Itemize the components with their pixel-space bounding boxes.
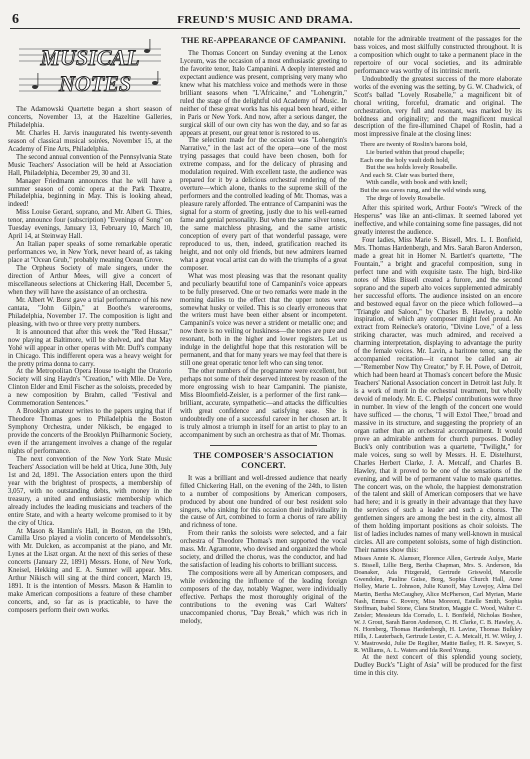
article-paragraph: The Thomas Concert on Sunday evening at the Lenox Lyceum, was the occasion of a most enthusiastic greeting to the favorite tenor, Italo Campanini. A deeply interested and expectant audience was present, comprising very many who knew what his matchless voice and methods were in those brilliant seasons when "L'Africaine," and "Lohengrin," ruled the stage of the delightful old Academy of Music. In neither of these great works has his equal been heard, either in Paris or New York. And now, after a serious danger, the surgical skill of our own city has won the day, and so far as appears at present, our great tenor is restored to us.: [180, 50, 347, 137]
news-paragraph: Mr. Albert W. Borst gave a trial performance of his new cantata, "John Gilpin," at Boothe's warerooms, Philadelphia, November 17. The composition is light and pleasing, with two or three very pretty numbers.: [8, 296, 172, 328]
page-number: 6: [12, 12, 19, 27]
news-paragraph: An Italian paper speaks of some remarkable operatic performances we, in New York, never heard of, as taking place at "Ocean Grub," probably meaning Ocean Grove.: [8, 241, 172, 265]
article-paragraph: The other numbers of the programme were excellent, but perhaps not some of their deserved interest by reason of the more engrossing wish to hear Campanini. The pianiste, Miss Bloomfield-Zeisler, is a performer of the first rank—brilliant, accurate, sympathetic—and attacks the difficulties with great confidence and satisfying ease. She is undoubtedly one of a successful career in her chosen art. It is truly almost a triumph in itself for an artist to play to an accompaniment by such an orchestra as that of Mr. Thomas.: [180, 368, 347, 439]
article-title-composers-concert: THE COMPOSER'S ASSOCIATION CONCERT.: [193, 450, 334, 470]
column-1: [8, 36, 172, 752]
verse-line: There are twenty of Roslin's barons bold,: [360, 141, 468, 149]
svg-text:NOTES: NOTES: [58, 71, 132, 96]
article-paragraph: From their ranks the soloists were selected, and a fair orchestra of Theodore Thomas's men supported the vocal mass. Mr. Agramonte, who devised and organized the whole society, and drilled the chorus, was the conductor, and had the satisfaction of leading his cohorts to brilliant success.: [180, 530, 347, 570]
verse-line: And each St. Clair was buried there,: [360, 171, 455, 179]
news-paragraph: The Orpheus Society of male singers, under the direction of Arthur Mees, will give a concert of miscellaneous selections at Chickering Hall, December 5, when they will have the assistance of an orchestra.: [8, 265, 172, 296]
svg-text:MUSICAL: MUSICAL: [40, 45, 140, 70]
news-paragraph: Mr. Charles H. Jarvis inaugurated his twenty-seventh season of classical musical soirées, November 15, at the Academy of Fine Arts, Philadelphia.: [8, 129, 172, 153]
article-paragraph: The compositions were all by American composers, and while evidencing the influence of the leading foreign composers of the day, notably Wagner, were individually effective. Perhaps the most thoroughly original of the contributions to the evening was Carl Walters' unaccompanied chorus, "Day Break," which was rich in melody,: [180, 570, 347, 625]
verse-line: The dirge of lovely Rosabelle.: [366, 194, 445, 202]
section-divider: [210, 445, 317, 446]
verse-line: Each one the holy vault doth hold,: [360, 156, 450, 164]
article-paragraph: notable for the admirable treatment of the passages for the bass voices, and most skilfully constructed throughout. It is a composition which ought to take a permanent place in the repertoire of our vocal societies, and its admirable performance was worthy of its intrinsic merit.: [354, 36, 522, 75]
verse-line: Lie buried within that proud chapelle;: [366, 148, 465, 156]
poem-verse: [360, 141, 522, 202]
news-paragraph: The Adamowski Quartette began a short season of concerts, November 13, at the Hazeltine Galleries, Philadelphia.: [8, 106, 172, 129]
news-paragraph: It is announced that after this week the "Red Hussar," now playing at Baltimore, will be shelved, and that May Yohé will appear in other operas with Mr. Duff's company in Chicago. This indifferent opera was a heavy weight for the pretty prima donna to carry.: [8, 328, 172, 368]
verse-line: With candle, with book and with knell;: [366, 179, 468, 187]
page-header: [10, 14, 520, 29]
article-paragraph: Undoubtedly the greatest success of the more elaborate works of the evening was the setting, by G. W. Chadwick, of Scott's ballad "Lovely Rosabelle," a magnificent bit of choral writing, forceful, dramatic and original. The orchestration, very full and resonant, was marked by its boldness and originality; and the magnificent musical description of the fire-illumined Chapel of Roslin, had a most impressive finale at the closing lines:: [354, 75, 522, 139]
article-paragraph: The selection made for the occasion was "Lohengrin's Narrative," in the last act of the opera—one of the most trying passages that could have been chosen, both for extreme compass, and for the delicacy of phrasing and modulation required. With excellent taste, the audience was prepared for it by a delicious orchestral rendering of the overture—which alone, thanks to the supreme skill of the performers and the controlled leading of Mr. Thomas, was a pleasure rarely afforded. The entrance of Campanini was the signal for a storm of greeting, justly due to his well-earned fame and genial personality. But when the same silver tones, the same matchless phrasing, and the same artistic conception of every part of that wonderful passage, were reproduced to us, then, indeed, gratification reached its height, and not only old friends, but new admirers learned what a great vocal artist can do with the triumphs of a great composer.: [180, 137, 347, 272]
musical-notes-logo-art: [15, 37, 165, 101]
news-paragraph: A Brooklyn amateur writes to the papers urging that if Theodore Thomas goes to Philadelphia the Boston Symphony Orchestra, under Nikisch, be engaged to provide the concerts of the Brooklyn Philharmonic Society, even if the arrangement involves a change of the regular nights of performance.: [8, 408, 172, 455]
news-paragraph: The next convention of the New York State Music Teachers' Association will be held at Utica, June 30th, July 1st and 2d, 1891. The Association enters upon the third year with the brightest of prospects, a membership of 3,057, with no outstanding debts, with money in the treasury, a united and enthusiastic membership which already includes the leading musicians and teachers of the entire State, and with a hearty welcome promised to it by the city of Utica.: [8, 455, 172, 527]
article-paragraph: After this spirited work, Arthur Foote's "Wreck of the Hesperus" was like an anti-climax. It seemed labored yet ineffective, and while containing some fine passages, did not greatly interest the audience.: [354, 205, 522, 236]
article-title-campanini: THE RE-APPEARANCE OF CAMPANINI.: [181, 36, 346, 45]
musical-notes-logo: [8, 36, 172, 102]
news-paragraph: Manager Friedmann announces that he will have a summer season of comic opera at the Park Theatre, Philadelphia, beginning in May. This is looking ahead, indeed!: [8, 177, 172, 209]
article-paragraph: Four ladies, Miss Marie S. Bissell, Mrs. L. I. Bonfield, Mrs. Thomas Hardenbergh, and Mrs. Sarah Baron Anderson, made a great hit in Homer N. Bartlett's quartette, "The Fountain," a bright and graceful composition, sung in perfect tune and with exquisite taste. The high, bird-like notes of Miss Bissell created a furore, and the second soprano and the superb alto voices supplemented admirably her successful efforts. The audience insisted on an encore and bestowed equal favor on the piece which followed—a "Triangle and Saloon," by Charles B. Hawley, a noble inspiration, of which any composer might feel proud. An extract from Reinecke's oratorio, "Divine Love," of a less striking character, was much admired, and received a charming interpretation, displaying to advantage the purity of the female voices. Mr. Lavin, a baritone tenor, sang the accompanied recitation—it cannot be called an air—"Remember Now Thy Creator," by F. H. Powe, of Detroit, which had been heard at Thomas's concert before the Music Teachers' National Association concert in Detroit last July. It is a work of merit in the orchestral treatment, but wholly devoid of melody. Mr. E. C. Phelps' contributions were three in number. In view of the length of the concert one would have sufficed — the chorus, "I will Extol Thee," broad and massive in its structure, and suggesting the propriety of an organ rather than an orchestral accompaniment. It would prove an admirable anthem for church purposes. Dudley Buck's only contribution was a quartette, "Twilight," for male voices, sung so well by Messrs. H. E. Distelhurst, Charles Herbert Clarke, J. A. Metcalf, and Charles B. Hawley, that it proved to be one of the sensations of the evening, and will be of permanent value to male quartettes. The concert was, on the whole, the happiest demonstration of the talent and skill of American composers that we have had here; and it is greatly in their advantage that they have the services of such a leader and such a chorus. The gentlemen singers are among the best in the city, almost all of them holding important positions as choir soloists. The list of ladies includes names of many well-known in musical circles. All are competent soloists, some of high distinction. Their names show this:: [354, 236, 522, 555]
news-paragraph: At Mason & Hamlin's Hall, in Boston, on the 19th, Camilla Urso played a violin concerto of Mendelssohn's, with Mr. Dulcken, as accompanist at the piano, and Mr. Lynes at the Liszt organ. At the next of this series of these concerts (January 22, 1891) Messrs. Hone, of New York, Kneisel, Hekking and E. A. Sumner will appear. Mrs. Arthur Nikisch will sing at the third concert, March 19, 1891. It is the intention of Messrs. Mason & Hamlin to make American compositions a feature of these chamber concerts, and, so far as is practicable, to have the composers perform their own works.: [8, 527, 172, 615]
news-paragraph: At the Metropolitan Opera House to-night the Oratorio Society will sing Haydn's "Creation," with Mlle. De Vere, Clinton Elder and Emil Fischer as the soloists, preceded by a new composition by Brahm, called "Festival and Commemoration Sentences.": [8, 368, 172, 408]
chorus-member-list: Misses Annie K. Alamser, Florence Allen, Gertrude Aulye, Marie S. Bissell, Lillie Berg, Bertha Chapman, Mrs. S. Anderson, Ida Doanaker, Ada Fitzgerald, Gertrude Griswold, Marcelle Gwendolen, Pauline Guise, Borg, Sophia Church Hall, Anne Holley, Marie L. Johnson, Julie Kunoff, May Lovejoy, Alma Del Martin, Bertha McCaughey, Alice McPherson, Carl Myrian, Marie Nash, Emma C. Rovery, Miss Moreoni, Estelle Smith, Sophia Stoffman, Isabel Stone, Clara Stratton, Maggie C. Wood, Walter C. Zeisler; Messieurs Ida Corrado, L. I. Bonfield, Nicholas Boshee, W. J. Grout, Sarah Baron Anderson, C. H. Clarke, C. B. Hawley, A. N. Hornberg, Thomas Hardenbergh, H. Lavine, Thomas Bulkley Hills, J. Lauterbach, Gertrude Lester, C. A. Metcalf, H. W. Wiley, J. V. Mastrowski, Julie De Regilier, Mattie Bailey, H. R. Sawyer, S. R. Williams, A. L. Waters and Ida Reed Young.: [354, 555, 522, 655]
masthead: FREUND'S MUSIC AND DRAMA.: [177, 14, 353, 26]
closing-paragraph: At the next concert of this splendid young society, Dudley Buck's "Light of Asia" will be produced for the first time in this city.: [354, 654, 522, 678]
verse-line: But the sea caves rung, and the wild winds sung,: [360, 186, 487, 194]
news-paragraph: Miss Louise Gerard, soprano, and Mr. Albert G. Thies, tenor, announce four (subscription) "Evenings of Song" on Tuesday evenings, January 13, February 10, March 10, April 14, at Steinway Hall.: [8, 209, 172, 241]
verse-line: But the sea holds lovely Rosabelle.: [366, 164, 458, 172]
column-3: [354, 36, 522, 752]
article-paragraph: It was a brilliant and well-dressed audience that nearly filled Chickering Hall, on the evening of the 24th, to listen to a number of compositions by American composers, produced by about one hundred of our best resident solo singers, who sinking for this occasion their individuality in the cause of Art, combined to form a chorus of rare ability and richness of tone.: [180, 474, 347, 530]
column-2: [180, 36, 347, 752]
article-paragraph: What was most pleasing was that the resonant quality and peculiarly beautiful tone of Campanini's voice appears to be fully preserved. One or two remarks were made in the morning dailies to the effect that the upper notes were somewhat husky or veiled. This is so clearly erroneous that the writers must have been either absent or incompetent. Campanini's voice was never a strident or metallic one; and now there is no veiling or huskiness—the tones are pure and resonant, both in the higher and lower registers. Let us indulge in the delightful hope that this restoration will be permanent, and that for many years we may feel that there is still one great operatic tenor left who can sing tenor.: [180, 272, 347, 368]
news-paragraph: The second annual convention of the Pennsylvania State Music Teachers' Association will be held at Association Hall, Philadelphia, December 29, 30 and 31.: [8, 153, 172, 177]
